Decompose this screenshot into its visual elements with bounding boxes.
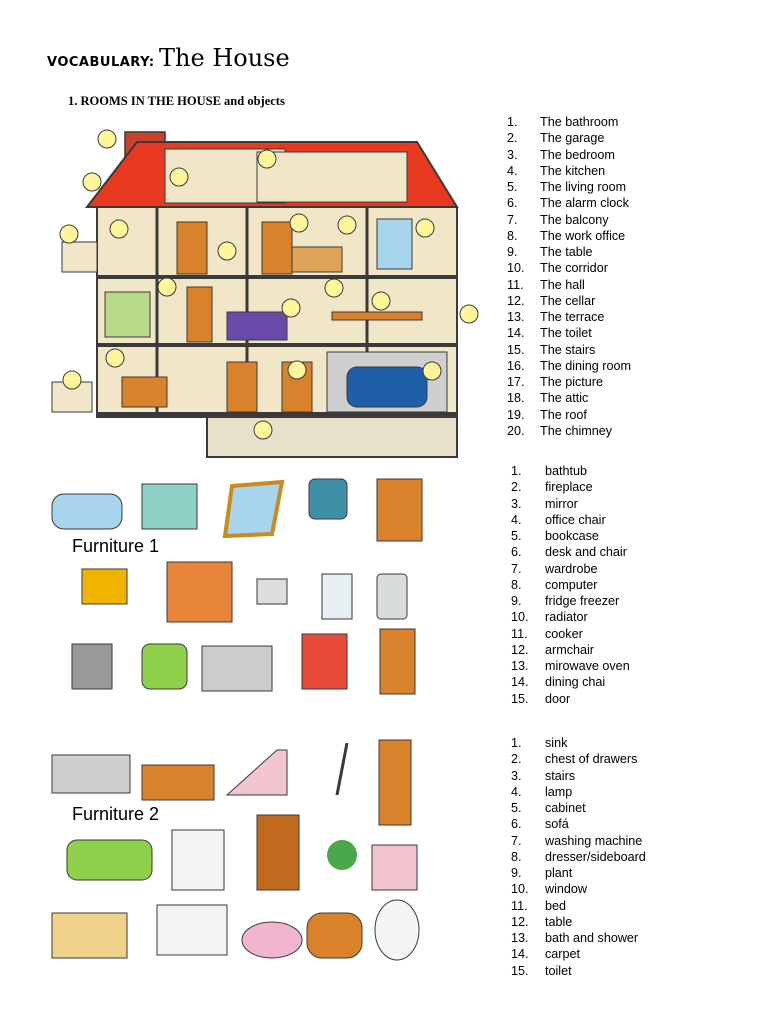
furniture-1-list-item	[511, 479, 630, 495]
list-number: 8.	[511, 577, 522, 592]
list-number: 13.	[511, 659, 529, 673]
room-list-item	[507, 212, 631, 228]
list-number: 2.	[511, 480, 522, 495]
list-number: 3.	[511, 768, 522, 783]
list-item-label: table	[545, 914, 573, 929]
list-item-label: The garage	[540, 131, 605, 146]
furniture-1-list-item	[511, 528, 630, 544]
list-item-label: The cellar	[540, 293, 596, 308]
room-list-item	[507, 163, 631, 179]
list-item-label: bathtub	[545, 464, 588, 478]
furniture-2-list-item	[511, 816, 646, 832]
list-item-label: The roof	[540, 407, 587, 422]
list-number: 8.	[507, 228, 518, 243]
furniture-2-list-item	[511, 784, 646, 800]
furniture-2-list-item	[511, 930, 646, 946]
title-text: The House	[159, 44, 290, 72]
rooms-list	[507, 114, 631, 439]
list-item-label: sink	[545, 736, 568, 750]
furniture-1-list-item	[511, 691, 630, 707]
list-item-label: The corridor	[540, 261, 608, 276]
house-illustration	[47, 127, 480, 460]
list-item-label: bed	[545, 898, 567, 913]
list-number: 2.	[507, 131, 518, 146]
room-list-item	[507, 228, 631, 244]
list-item-label: The picture	[540, 375, 603, 389]
list-item-label: desk and chair	[545, 545, 627, 560]
list-number: 11.	[511, 898, 528, 913]
section-heading: 1. ROOMS IN THE HOUSE and objects	[68, 94, 285, 108]
list-item-label: The terrace	[540, 310, 605, 324]
list-item-label: fireplace	[545, 480, 593, 495]
list-item-label: dining chai	[545, 675, 606, 690]
list-item-label: sofá	[545, 817, 569, 832]
list-item-label: The balcony	[540, 212, 609, 227]
vocabulary-label: VOCABULARY:	[47, 55, 155, 70]
list-number: 13.	[511, 931, 529, 945]
room-list-item	[507, 374, 631, 390]
room-list-item	[507, 277, 631, 293]
room-list-item	[507, 244, 631, 260]
list-item-label: cabinet	[545, 801, 586, 815]
list-number: 12.	[511, 914, 529, 929]
furniture-2-list-item	[511, 963, 646, 979]
list-item-label: radiator	[545, 610, 588, 625]
list-item-label: mirowave oven	[545, 659, 630, 673]
list-item-label: The attic	[540, 391, 589, 406]
list-number: 9.	[511, 866, 522, 880]
room-list-item	[507, 293, 631, 309]
list-number: 6.	[507, 196, 518, 211]
list-item-label: The chimney	[540, 423, 613, 438]
list-item-label: toilet	[545, 963, 572, 978]
list-number: 10.	[511, 610, 529, 625]
list-item-label: dresser/sideboard	[545, 849, 646, 864]
furniture-2-list-item	[511, 800, 646, 816]
list-item-label: chest of drawers	[545, 752, 638, 767]
list-number: 13.	[507, 310, 525, 324]
list-number: 3.	[507, 147, 518, 162]
room-list-item	[507, 309, 631, 325]
list-number: 1.	[511, 736, 522, 750]
list-item-label: fridge freezer	[545, 594, 620, 608]
list-item-label: The kitchen	[540, 163, 606, 178]
list-number: 6.	[511, 545, 522, 560]
furniture-2-list-item	[511, 751, 646, 767]
room-list-item	[507, 325, 631, 341]
room-list-item	[507, 407, 631, 423]
list-number: 9.	[507, 245, 518, 259]
room-list-item	[507, 358, 631, 374]
furniture-1-list-item	[511, 609, 630, 625]
list-number: 14.	[511, 675, 529, 690]
list-number: 2.	[511, 752, 522, 767]
list-number: 15.	[511, 691, 529, 706]
list-number: 4.	[507, 163, 518, 178]
list-number: 7.	[507, 212, 518, 227]
list-number: 7.	[511, 833, 522, 848]
list-item-label: door	[545, 691, 571, 706]
list-item-label: The work office	[540, 228, 626, 243]
furniture-1-list-item	[511, 561, 630, 577]
list-item-label: stairs	[545, 768, 576, 783]
list-number: 4.	[511, 512, 522, 527]
list-item-label: washing machine	[545, 833, 643, 848]
list-number: 9.	[511, 594, 522, 608]
furniture-2-list-item	[511, 865, 646, 881]
list-number: 12.	[511, 642, 529, 657]
list-item-label: The hall	[540, 277, 585, 292]
furniture-1-list-item	[511, 496, 630, 512]
list-number: 5.	[511, 529, 522, 543]
furniture-2-list-item	[511, 849, 646, 865]
furniture-1-list-item	[511, 674, 630, 690]
room-list-item	[507, 179, 631, 195]
furniture-1-list-item	[511, 544, 630, 560]
list-item-label: plant	[545, 866, 573, 880]
list-item-label: cooker	[545, 626, 583, 641]
list-number: 5.	[511, 801, 522, 815]
list-number: 16.	[507, 358, 525, 373]
furniture-1-list-item	[511, 593, 630, 609]
furniture-1-list-item	[511, 463, 630, 479]
furniture-1-list-item	[511, 642, 630, 658]
list-number: 11.	[511, 626, 528, 641]
list-item-label: carpet	[545, 947, 581, 962]
list-item-label: computer	[545, 577, 598, 592]
list-item-label: The bathroom	[540, 115, 619, 129]
furniture-2-list-item	[511, 914, 646, 930]
list-number: 7.	[511, 561, 522, 576]
furniture-1-list-item	[511, 577, 630, 593]
furniture-2-list	[511, 735, 646, 979]
list-item-label: mirror	[545, 496, 578, 511]
furniture-2-caption: Furniture 2	[72, 804, 160, 824]
furniture-1-list-item	[511, 658, 630, 674]
list-number: 15.	[507, 342, 525, 357]
room-list-item	[507, 423, 631, 439]
list-number: 1.	[507, 115, 518, 129]
list-number: 4.	[511, 784, 522, 799]
furniture-2-list-item	[511, 833, 646, 849]
list-number: 5.	[507, 180, 518, 194]
list-number: 18.	[507, 391, 525, 406]
furniture-1-list-item	[511, 626, 630, 642]
list-number: 8.	[511, 849, 522, 864]
list-item-label: The stairs	[540, 342, 596, 357]
list-number: 17.	[507, 375, 525, 389]
room-list-item	[507, 130, 631, 146]
list-number: 3.	[511, 496, 522, 511]
furniture-2-list-item	[511, 881, 646, 897]
room-list-item	[507, 195, 631, 211]
room-list-item	[507, 342, 631, 358]
list-item-label: The living room	[540, 180, 627, 194]
furniture-1-list-item	[511, 512, 630, 528]
room-list-item	[507, 260, 631, 276]
furniture-2-illustration	[47, 735, 425, 975]
list-number: 12.	[507, 293, 525, 308]
furniture-1-list	[511, 463, 630, 707]
list-number: 20.	[507, 423, 525, 438]
list-item-label: lamp	[545, 784, 573, 799]
list-item-label: armchair	[545, 642, 594, 657]
list-number: 14.	[507, 326, 525, 341]
list-item-label: The dining room	[540, 358, 632, 373]
list-item-label: The toilet	[540, 326, 592, 341]
page-title	[47, 44, 290, 72]
list-item-label: bookcase	[545, 529, 599, 543]
furniture-1-caption: Furniture 1	[72, 536, 160, 556]
list-number: 19.	[507, 407, 525, 422]
furniture-2-list-item	[511, 735, 646, 751]
list-item-label: The bedroom	[540, 147, 615, 162]
furniture-1-illustration	[47, 474, 425, 696]
list-number: 15.	[511, 963, 529, 978]
list-item-label: bath and shower	[545, 931, 639, 945]
list-item-label: The table	[540, 245, 593, 259]
list-number: 10.	[511, 882, 529, 897]
furniture-2-list-item	[511, 898, 646, 914]
furniture-2-list-item	[511, 946, 646, 962]
list-number: 11.	[507, 277, 524, 292]
room-list-item	[507, 114, 631, 130]
room-list-item	[507, 147, 631, 163]
list-item-label: window	[545, 882, 587, 897]
list-number: 14.	[511, 947, 529, 962]
furniture-2-list-item	[511, 768, 646, 784]
list-item-label: wardrobe	[545, 561, 598, 576]
list-number: 1.	[511, 464, 522, 478]
list-item-label: office chair	[545, 512, 606, 527]
list-item-label: The alarm clock	[540, 196, 629, 211]
room-list-item	[507, 390, 631, 406]
list-number: 10.	[507, 261, 525, 276]
list-number: 6.	[511, 817, 522, 832]
